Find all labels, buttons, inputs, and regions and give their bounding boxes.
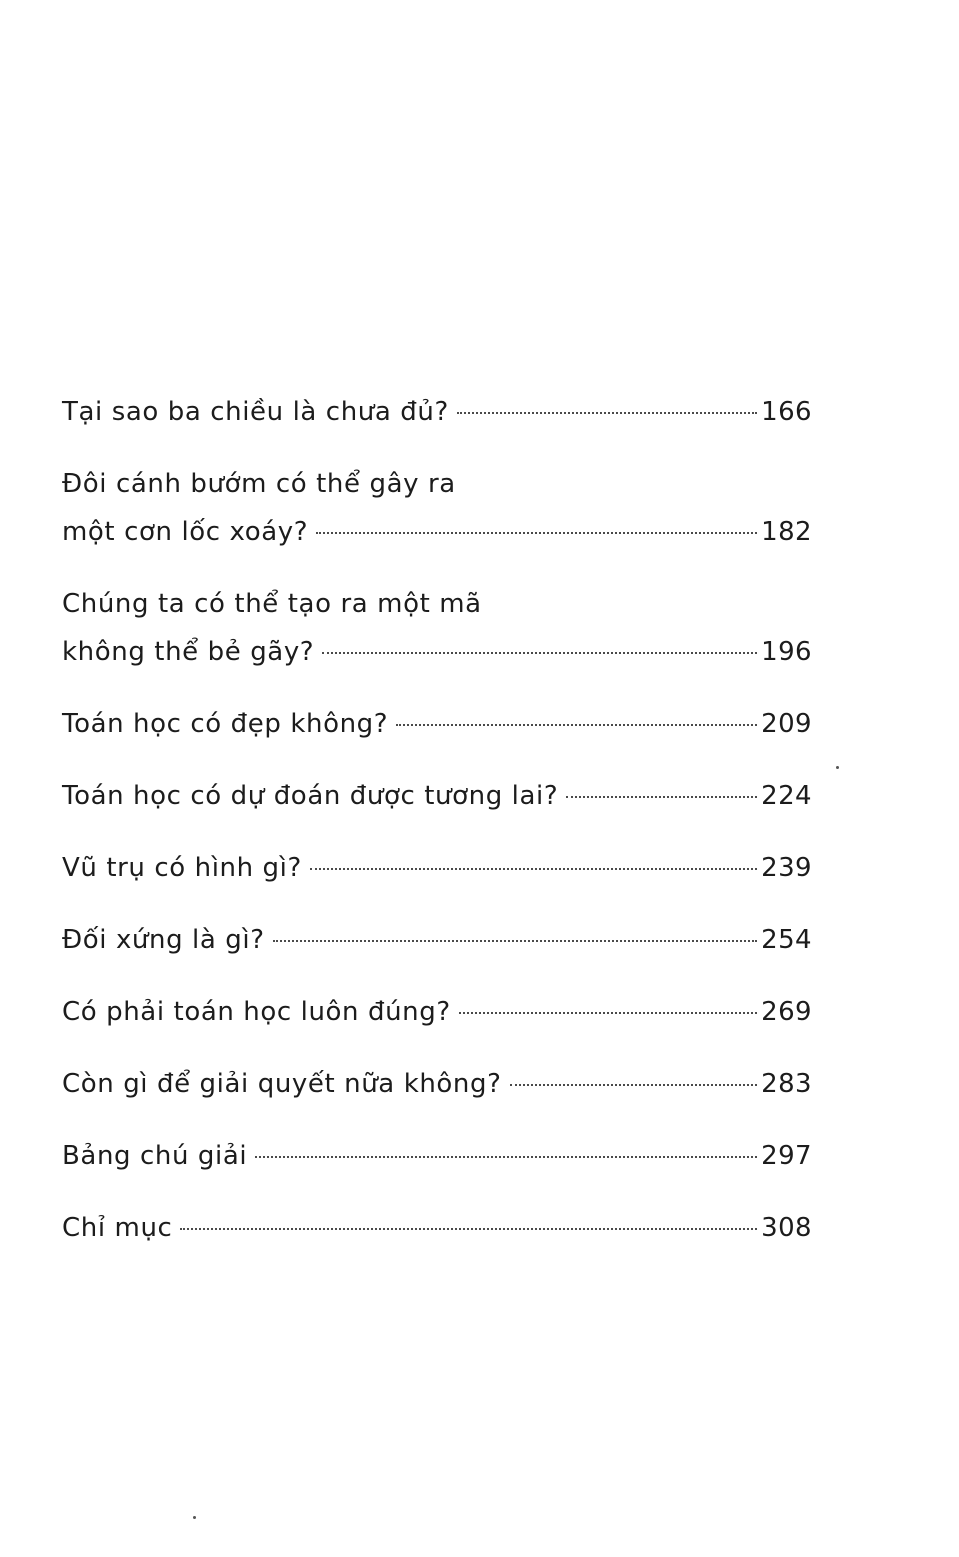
toc-entry-line (62, 1060, 812, 1108)
toc-entry (62, 988, 812, 1036)
toc-entry (62, 844, 812, 892)
dot-leader (310, 868, 757, 870)
dot-leader (510, 1084, 758, 1086)
dot-leader (322, 652, 757, 654)
toc-entry-page: 308 (761, 1213, 812, 1243)
toc-entry-title-line: Đôi cánh bướm có thể gây ra (62, 469, 456, 499)
toc-entry-page: 209 (761, 709, 812, 739)
toc-entry-line (62, 988, 812, 1036)
toc-entry (62, 1204, 812, 1252)
toc-entry (62, 388, 812, 436)
toc-entry-title: Bảng chú giải (62, 1141, 248, 1171)
toc-entry-title: Chỉ mục (62, 1213, 173, 1243)
dot-leader (316, 532, 757, 534)
toc-entry-line (62, 700, 812, 748)
toc-entry-title: Có phải toán học luôn đúng? (62, 997, 451, 1027)
toc-entry (62, 772, 812, 820)
toc-entry-page: 224 (761, 781, 812, 811)
dot-leader (396, 724, 757, 726)
toc-entry-line (62, 916, 812, 964)
toc-entry-title: Tại sao ba chiều là chưa đủ? (62, 397, 449, 427)
paper-speck (836, 766, 839, 769)
toc-entry-page: 269 (761, 997, 812, 1027)
toc-entry-title: không thể bẻ gãy? (62, 637, 315, 667)
dot-leader (255, 1156, 757, 1158)
toc-entry-line (62, 844, 812, 892)
toc-entry-title: Còn gì để giải quyết nữa không? (62, 1069, 502, 1099)
dot-leader (180, 1228, 757, 1230)
toc-entry-line (62, 388, 812, 436)
toc-entry (62, 1060, 812, 1108)
toc-entry-title: Toán học có dự đoán được tương lai? (62, 781, 559, 811)
toc-entry-page: 254 (761, 925, 812, 955)
toc-entry-line (62, 772, 812, 820)
paper-speck (193, 1516, 196, 1519)
toc-entry (62, 580, 812, 676)
toc-entry (62, 460, 812, 556)
toc-entry-title: Vũ trụ có hình gì? (62, 853, 302, 883)
toc-entry-line (62, 1132, 812, 1180)
dot-leader (273, 940, 758, 942)
toc-entry-page: 182 (761, 517, 812, 547)
toc-entry (62, 1132, 812, 1180)
toc-entry-page: 166 (761, 397, 812, 427)
dot-leader (566, 796, 757, 798)
table-of-contents (62, 388, 812, 1276)
toc-entry-title: một cơn lốc xoáy? (62, 517, 309, 547)
toc-entry-page: 196 (761, 637, 812, 667)
toc-entry (62, 916, 812, 964)
toc-entry-line (62, 1204, 812, 1252)
toc-entry-page: 283 (761, 1069, 812, 1099)
toc-entry (62, 700, 812, 748)
toc-entry-line (62, 628, 812, 676)
toc-entry-title: Toán học có đẹp không? (62, 709, 389, 739)
dot-leader (457, 412, 757, 414)
toc-entry-page: 297 (761, 1141, 812, 1171)
toc-entry-title: Đối xứng là gì? (62, 925, 265, 955)
toc-entry-line (62, 508, 812, 556)
dot-leader (459, 1012, 757, 1014)
toc-entry-page: 239 (761, 853, 812, 883)
toc-entry-title-line: Chúng ta có thể tạo ra một mã (62, 589, 482, 619)
